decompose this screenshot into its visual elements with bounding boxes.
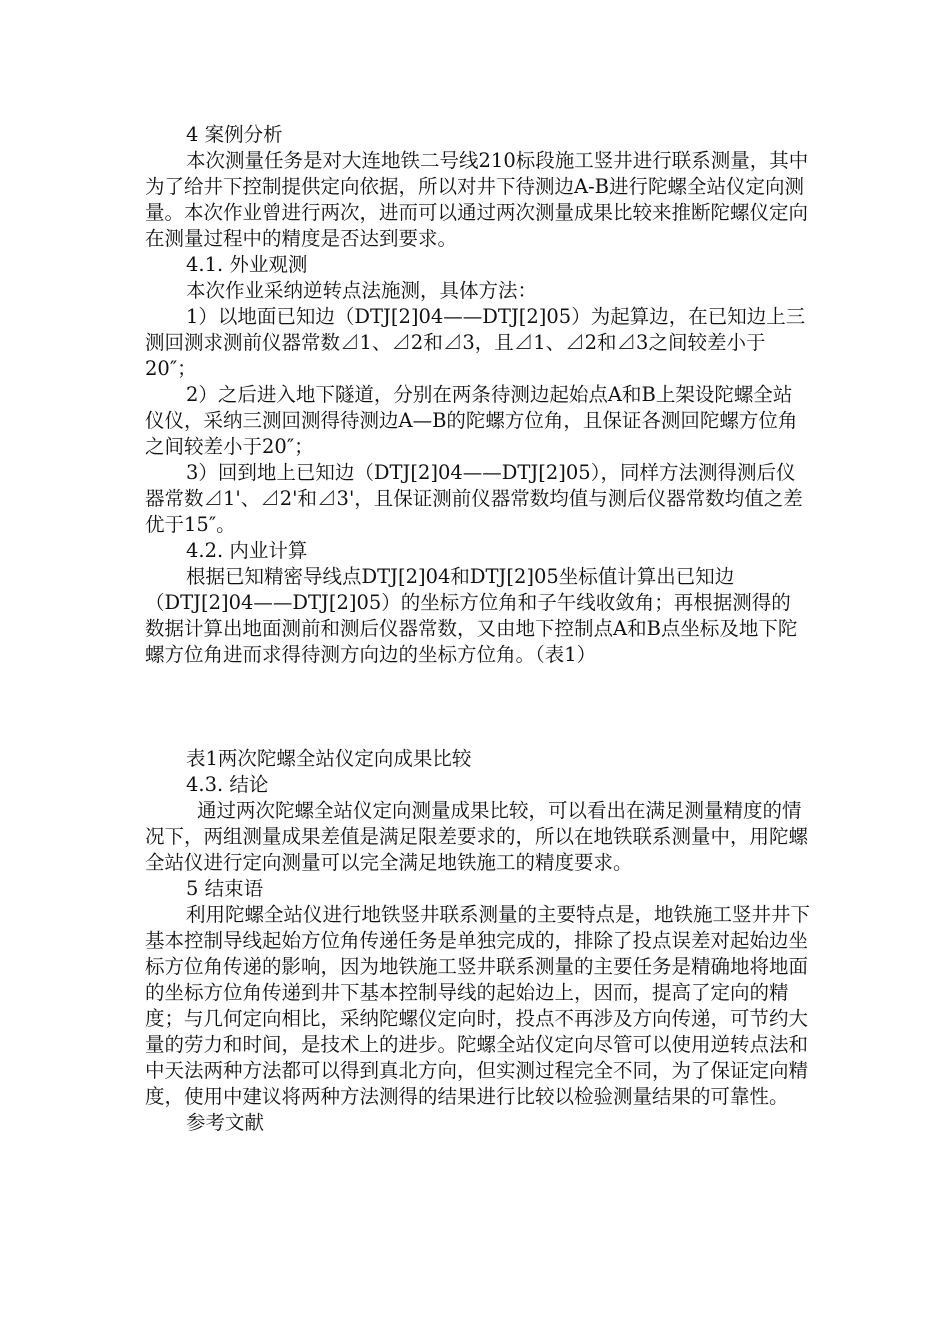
- field-step-1: 1）以地面已知边（DTJ[2]04——DTJ[2]05）为起算边，在已知边上三测回测求测前仪器常数⊿1、⊿2和⊿3，且⊿1、⊿2和⊿3之间较差小于20″；: [145, 305, 806, 380]
- conclusion-paragraph: 通过两次陀螺全站仪定向测量成果比较，可以看出在满足测量精度的情况下，两组测量成果差值是满足限差要求的，所以在地铁联系测量中，用陀螺全站仪进行定向测量可以完全满足地铁施工的精度要求。: [145, 799, 809, 874]
- field-step-3: 3）回到地上已知边（DTJ[2]04——DTJ[2]05），同样方法测得测后仪器常数⊿1'、⊿2'和⊿3'，且保证测前仪器常数均值与测后仪器常数均值之差优于15″。: [145, 461, 803, 536]
- document-page: [145, 122, 810, 1136]
- office-calculation-heading: 4.2. 内业计算: [186, 539, 308, 562]
- table-caption: 表1两次陀螺全站仪定向成果比较: [186, 747, 472, 770]
- case-analysis-paragraph: 本次测量任务是对大连地铁二号线210标段施工竖井进行联系测量，其中为了给井下控制提供定向依据，所以对井下待测边A-B进行陀螺全站仪定向测量。本次作业曾进行两次，进而可以通过两次测量成果比较来推断陀螺仪定向在测量过程中的精度是否达到要求。: [145, 149, 809, 250]
- field-observation-intro: 本次作业采纳逆转点法施测，具体方法：: [186, 279, 538, 302]
- office-calculation-paragraph: 根据已知精密导线点DTJ[2]04和DTJ[2]05坐标值计算出已知边（DTJ[2]04——DTJ[2]05）的坐标方位角和子午线收敛角；再根据测得的数据计算出地面测前和测后仪器常数，又由地下控制点A和B点坐标及地下陀螺方位角进而求得待测方向边的坐标方位角。（表1）: [145, 565, 798, 666]
- table-placeholder-space: [145, 668, 810, 746]
- closing-heading: 5 结束语: [186, 877, 264, 900]
- references-heading: 参考文献: [186, 1111, 265, 1134]
- field-step-2: 2）之后进入地下隧道，分别在两条待测边起始点A和B上架设陀螺全站仪仪，采纳三测回测得待测边A—B的陀螺方位角，且保证各测回陀螺方位角之间较差小于20″；: [145, 383, 798, 458]
- field-observation-heading: 4.1. 外业观测: [186, 253, 308, 276]
- case-analysis-heading: 4 案例分析: [186, 123, 283, 146]
- conclusion-heading: 4.3. 结论: [186, 773, 269, 796]
- closing-paragraph: 利用陀螺全站仪进行地铁竖井联系测量的主要特点是，地铁施工竖井井下基本控制导线起始方位角传递任务是单独完成的，排除了投点误差对起始边坐标方位角传递的影响，因为地铁施工竖井联系测量的主要任务是精确地将地面的坐标方位角传递到井下基本控制导线的起始边上，因而，提高了定向的精度；与几何定向相比，采纳陀螺仪定向时，投点不再涉及方向传递，可节约大量的劳力和时间，是技术上的进步。陀螺全站仪定向尽管可以使用逆转点法和中天法两种方法都可以得到真北方向，但实测过程完全不同，为了保证定向精度，使用中建议将两种方法测得的结果进行比较以检验测量结果的可靠性。: [145, 903, 811, 1108]
